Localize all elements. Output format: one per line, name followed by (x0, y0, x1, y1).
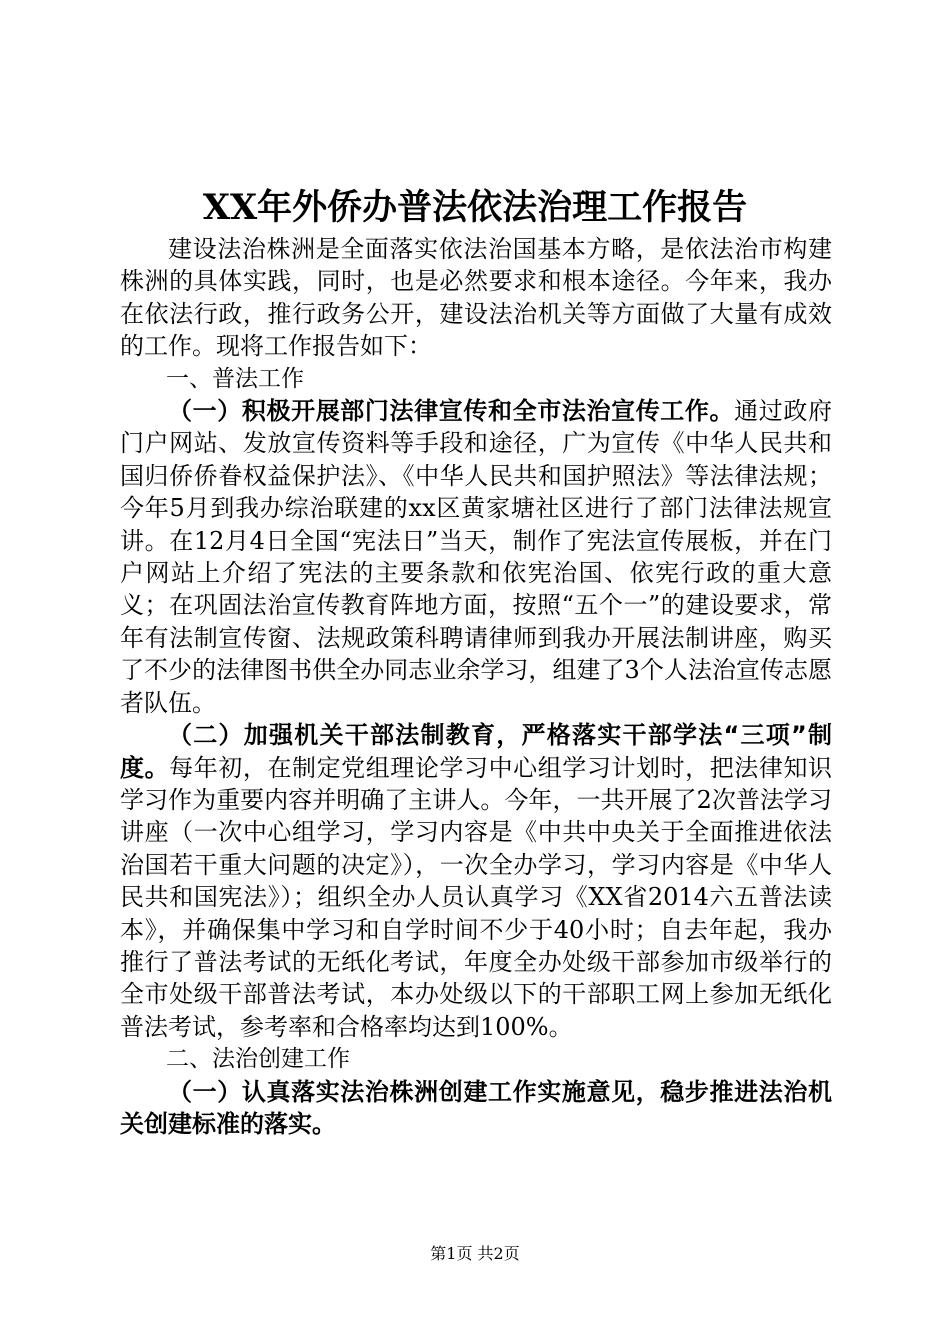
section-2-item-1 (120, 1076, 832, 1141)
item-lead: （一）认真落实法治株洲创建工作实施意见，稳步推进法治机关创建标准的落实。 (120, 1077, 832, 1138)
document-title: XX年外侨办普法依法治理工作报告 (202, 187, 748, 228)
section-heading-1: 一、普法工作 (166, 365, 304, 392)
item-lead: （二）加强机关干部法制教育，严格落实干部学法“三项”制度。 (120, 721, 832, 782)
section-1-item-1 (120, 395, 832, 719)
item-text: 每年初，在制定党组理论学习中心组学习计划时，把法律知识学习作为重要内容并明确了主讲人。今年，一共开展了2次普法学习讲座（一次中心组学习，学习内容是《中共中央关于全面推进依法治国若干重大问题的决定》），一次全办学习，学习内容是《中华人民共和国宪法》）；组织全办人员认真学习《XX省2014六五普法读本》，并确保集中学习和自学时间不少于40小时；自去年起，我办推行了普法考试的无纸化考试，年度全办处级干部参加市级举行的全市处级干部普法考试，本办处级以下的干部职工网上参加无纸化普法考试，参考率和合格率均达到100%。 (120, 753, 833, 1041)
item-lead: （一）积极开展部门法律宣传和全市法治宣传工作。 (168, 397, 735, 426)
document-body (120, 233, 832, 1140)
section-heading-2: 二、法治创建工作 (166, 1046, 350, 1073)
intro-paragraph: 建设法治株洲是全面落实依法治国基本方略，是依法治市构建株洲的具体实践，同时，也是必然要求和根本途径。今年来，我办在依法行政，推行政务公开，建设法治机关等方面做了大量有成效的工作。现将工作报告如下： (120, 235, 832, 361)
item-text: 通过政府门户网站、发放宣传资料等手段和途径，广为宣传《中华人民共和国归侨侨眷权益保护法》、《中华人民共和国护照法》等法律法规；今年5月到我办综治联建的xx区黄家塘社区进行了部门法律法规宣讲。在12月4日全国“宪法日”当天，制作了宪法宣传展板，并在门户网站上介绍了宪法的主要条款和依宪治国、依宪行政的重大意义；在巩固法治宣传教育阵地方面，按照“五个一”的建设要求，常年有法制宣传窗、法规政策科聘请律师到我办开展法制讲座，购买了不少的法律图书供全办同志业余学习，组建了3个人法治宣传志愿者队伍。 (120, 397, 833, 717)
page-footer: 第1页 共2页 (430, 1244, 520, 1263)
section-1-item-2 (120, 719, 832, 1043)
